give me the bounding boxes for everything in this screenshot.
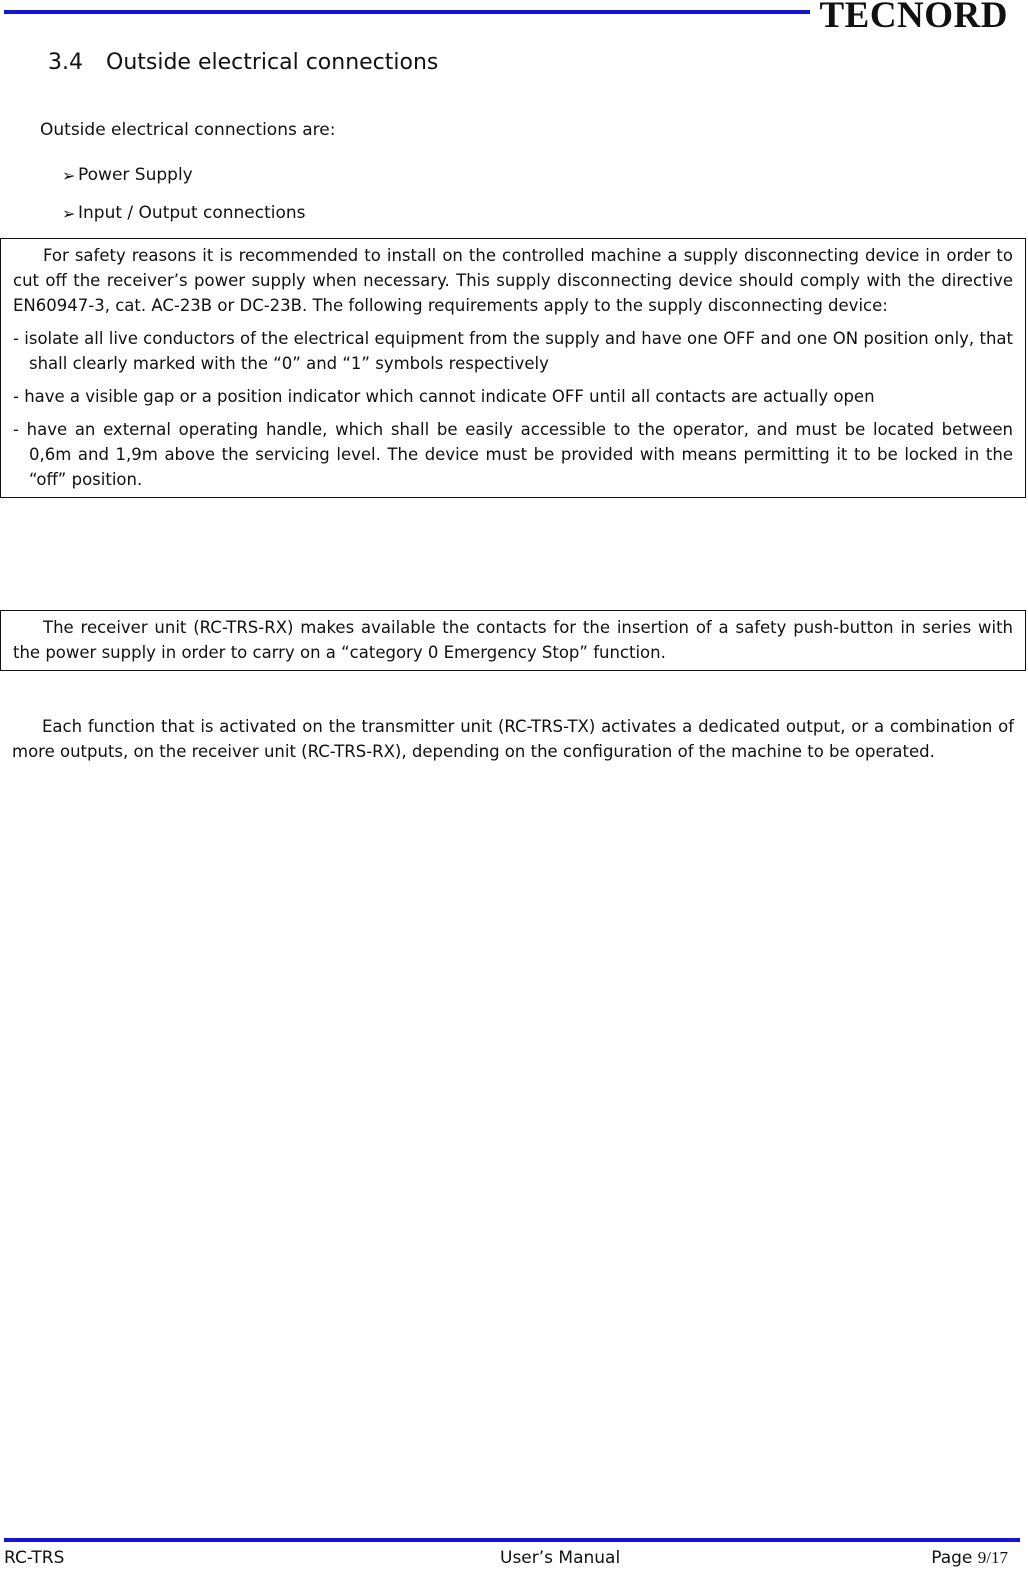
requirement-item: - have an external operating handle, which shall be easily accessible to the operator, and must be located between 0,6m and 1,9m above the servicing level. The device must be provided with means permitting it to be locked in the “off” position. [13,420,1013,489]
requirement-item: - have a visible gap or a position indicator which cannot indicate OFF until all contacts are actually open [13,387,875,406]
page-footer [4,1548,1008,1572]
intro-text: Outside electrical connections are: [40,120,336,140]
requirement-item: - isolate all live conductors of the electrical equipment from the supply and have one OFF and one ON position only, that shall clearly marked with the “0” and “1” symbols respectively [13,329,1013,373]
footer-rule [4,1538,1020,1542]
arrow-bullet-icon: ➢ [62,203,76,223]
section-heading [48,50,438,75]
footer-document-title: User’s Manual [500,1548,621,1568]
footer-page-label: Page [931,1548,973,1568]
safety-note-box [0,238,1026,498]
bullet-text: Power Supply [78,165,193,185]
footer-product: RC-TRS [4,1548,65,1568]
function-paragraph: Each function that is activated on the transmitter unit (RC-TRS-TX) activates a dedicated output, or a combination of more outputs, on the receiver unit (RC-TRS-RX), depending on the configuration of the machine to be operated. [12,717,1014,761]
emergency-stop-box [0,610,1026,671]
arrow-bullet-icon: ➢ [62,165,76,185]
bullet-text: Input / Output connections [78,203,306,223]
list-item [62,156,306,194]
brand-logo: TECNORD [819,0,1008,36]
footer-page-number: 9/17 [977,1548,1008,1567]
list-item [62,194,306,232]
safety-paragraph: For safety reasons it is recommended to install on the controlled machine a supply disconnecting device in order to cut off the receiver’s power supply when necessary. This supply disconnecting device should comply with the directive EN60947-3, cat. AC-23B or DC-23B. The following requirements apply to the supply disconnecting device: [13,246,1013,315]
section-title: Outside electrical connections [106,50,439,75]
section-number: 3.4 [48,50,83,75]
emergency-paragraph: The receiver unit (RC-TRS-RX) makes available the contacts for the insertion of a safety push-button in series with the power supply in order to carry on a “category 0 Emergency Stop” function. [13,618,1013,662]
header-rule [4,10,810,14]
footer-page [931,1548,1008,1568]
bullet-list [62,156,306,232]
